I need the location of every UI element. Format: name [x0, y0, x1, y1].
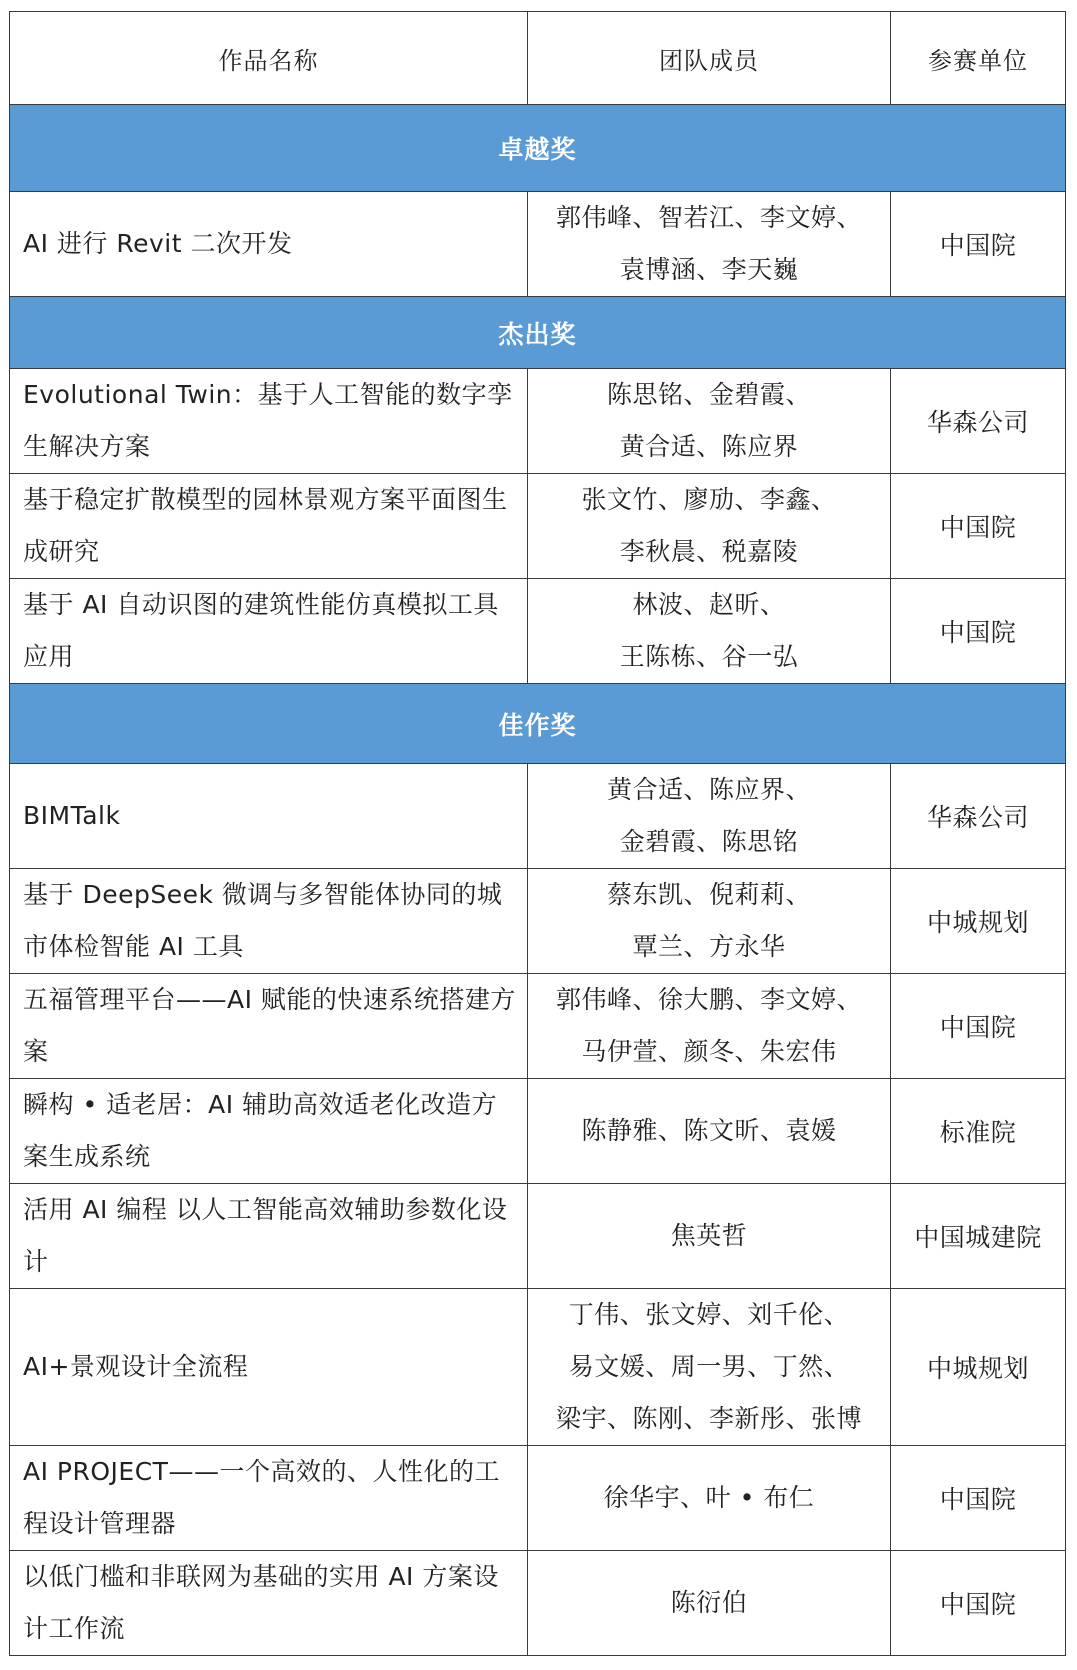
member-line: 金碧霞、陈思铭 [619, 827, 799, 856]
member-line: 马伊萱、颜冬、朱宏伟 [581, 1037, 837, 1066]
team-members [528, 974, 891, 1079]
member-line: 郭伟峰、徐大鹏、李文婷、 [555, 985, 862, 1014]
work-name: AI 进行 Revit 二次开发 [10, 192, 528, 297]
table-row [10, 1446, 1066, 1551]
organization: 华森公司 [891, 369, 1066, 474]
work-name: 基于稳定扩散模型的园林景观方案平面图生成研究 [10, 474, 528, 579]
section-title: 佳作奖 [10, 684, 1066, 764]
team-members [528, 869, 891, 974]
table-row [10, 764, 1066, 869]
header-team-members: 团队成员 [528, 12, 891, 105]
member-line: 黄合适、陈应界、 [606, 775, 811, 804]
section-row [10, 105, 1066, 192]
team-members [528, 369, 891, 474]
awards-table [9, 11, 1066, 1656]
member-line: 袁博涵、李天巍 [619, 255, 799, 284]
organization: 中城规划 [891, 869, 1066, 974]
team-members [528, 1551, 891, 1656]
section-row [10, 297, 1066, 369]
member-line: 焦英哲 [670, 1221, 748, 1250]
member-line: 郭伟峰、智若江、李文婷、 [555, 203, 862, 232]
work-name: 活用 AI 编程 以人工智能高效辅助参数化设计 [10, 1184, 528, 1289]
work-name: 基于 DeepSeek 微调与多智能体协同的城市体检智能 AI 工具 [10, 869, 528, 974]
team-members [528, 579, 891, 684]
table-row [10, 1079, 1066, 1184]
table-row [10, 474, 1066, 579]
member-line: 覃兰、方永华 [632, 932, 786, 961]
section-row [10, 684, 1066, 764]
member-line: 张文竹、廖劢、李鑫、 [581, 485, 837, 514]
team-members [528, 192, 891, 297]
header-organization: 参赛单位 [891, 12, 1066, 105]
member-line: 林波、赵昕、 [632, 590, 786, 619]
organization: 中国院 [891, 192, 1066, 297]
team-members [528, 1184, 891, 1289]
organization: 中国院 [891, 974, 1066, 1079]
table-row [10, 369, 1066, 474]
work-name: 瞬构 • 适老居：AI 辅助高效适老化改造方案生成系统 [10, 1079, 528, 1184]
table-row [10, 579, 1066, 684]
table-row [10, 869, 1066, 974]
organization: 中国院 [891, 579, 1066, 684]
team-members [528, 764, 891, 869]
team-members [528, 1446, 891, 1551]
member-line: 蔡东凯、倪莉莉、 [606, 880, 811, 909]
table-row [10, 974, 1066, 1079]
table-row [10, 192, 1066, 297]
header-work-name: 作品名称 [10, 12, 528, 105]
team-members [528, 1079, 891, 1184]
work-name: 五福管理平台——AI 赋能的快速系统搭建方案 [10, 974, 528, 1079]
member-line: 易文媛、周一男、丁然、 [568, 1352, 850, 1381]
member-line: 徐华宇、叶 • 布仁 [603, 1483, 815, 1512]
table-row [10, 1551, 1066, 1656]
member-line: 丁伟、张文婷、刘千伦、 [568, 1300, 850, 1329]
member-line: 黄合适、陈应界 [619, 432, 799, 461]
work-name: AI PROJECT——一个高效的、人性化的工程设计管理器 [10, 1446, 528, 1551]
work-name: Evolutional Twin：基于人工智能的数字孪生解决方案 [10, 369, 528, 474]
work-name: AI+景观设计全流程 [10, 1289, 528, 1446]
organization: 中国院 [891, 1446, 1066, 1551]
team-members [528, 1289, 891, 1446]
organization: 中城规划 [891, 1289, 1066, 1446]
work-name: 以低门槛和非联网为基础的实用 AI 方案设计工作流 [10, 1551, 528, 1656]
section-title: 杰出奖 [10, 297, 1066, 369]
organization: 华森公司 [891, 764, 1066, 869]
work-name: 基于 AI 自动识图的建筑性能仿真模拟工具应用 [10, 579, 528, 684]
member-line: 梁宇、陈刚、李新彤、张博 [555, 1404, 862, 1433]
member-line: 陈衍伯 [670, 1588, 748, 1617]
header-row [10, 12, 1066, 105]
section-title: 卓越奖 [10, 105, 1066, 192]
organization: 标准院 [891, 1079, 1066, 1184]
table-row [10, 1289, 1066, 1446]
organization: 中国城建院 [891, 1184, 1066, 1289]
table-row [10, 1184, 1066, 1289]
team-members [528, 474, 891, 579]
member-line: 陈静雅、陈文昕、袁媛 [581, 1116, 837, 1145]
member-line: 王陈栋、谷一弘 [619, 642, 799, 671]
organization: 中国院 [891, 474, 1066, 579]
member-line: 李秋晨、税嘉陵 [619, 537, 799, 566]
organization: 中国院 [891, 1551, 1066, 1656]
member-line: 陈思铭、金碧霞、 [606, 380, 811, 409]
work-name: BIMTalk [10, 764, 528, 869]
